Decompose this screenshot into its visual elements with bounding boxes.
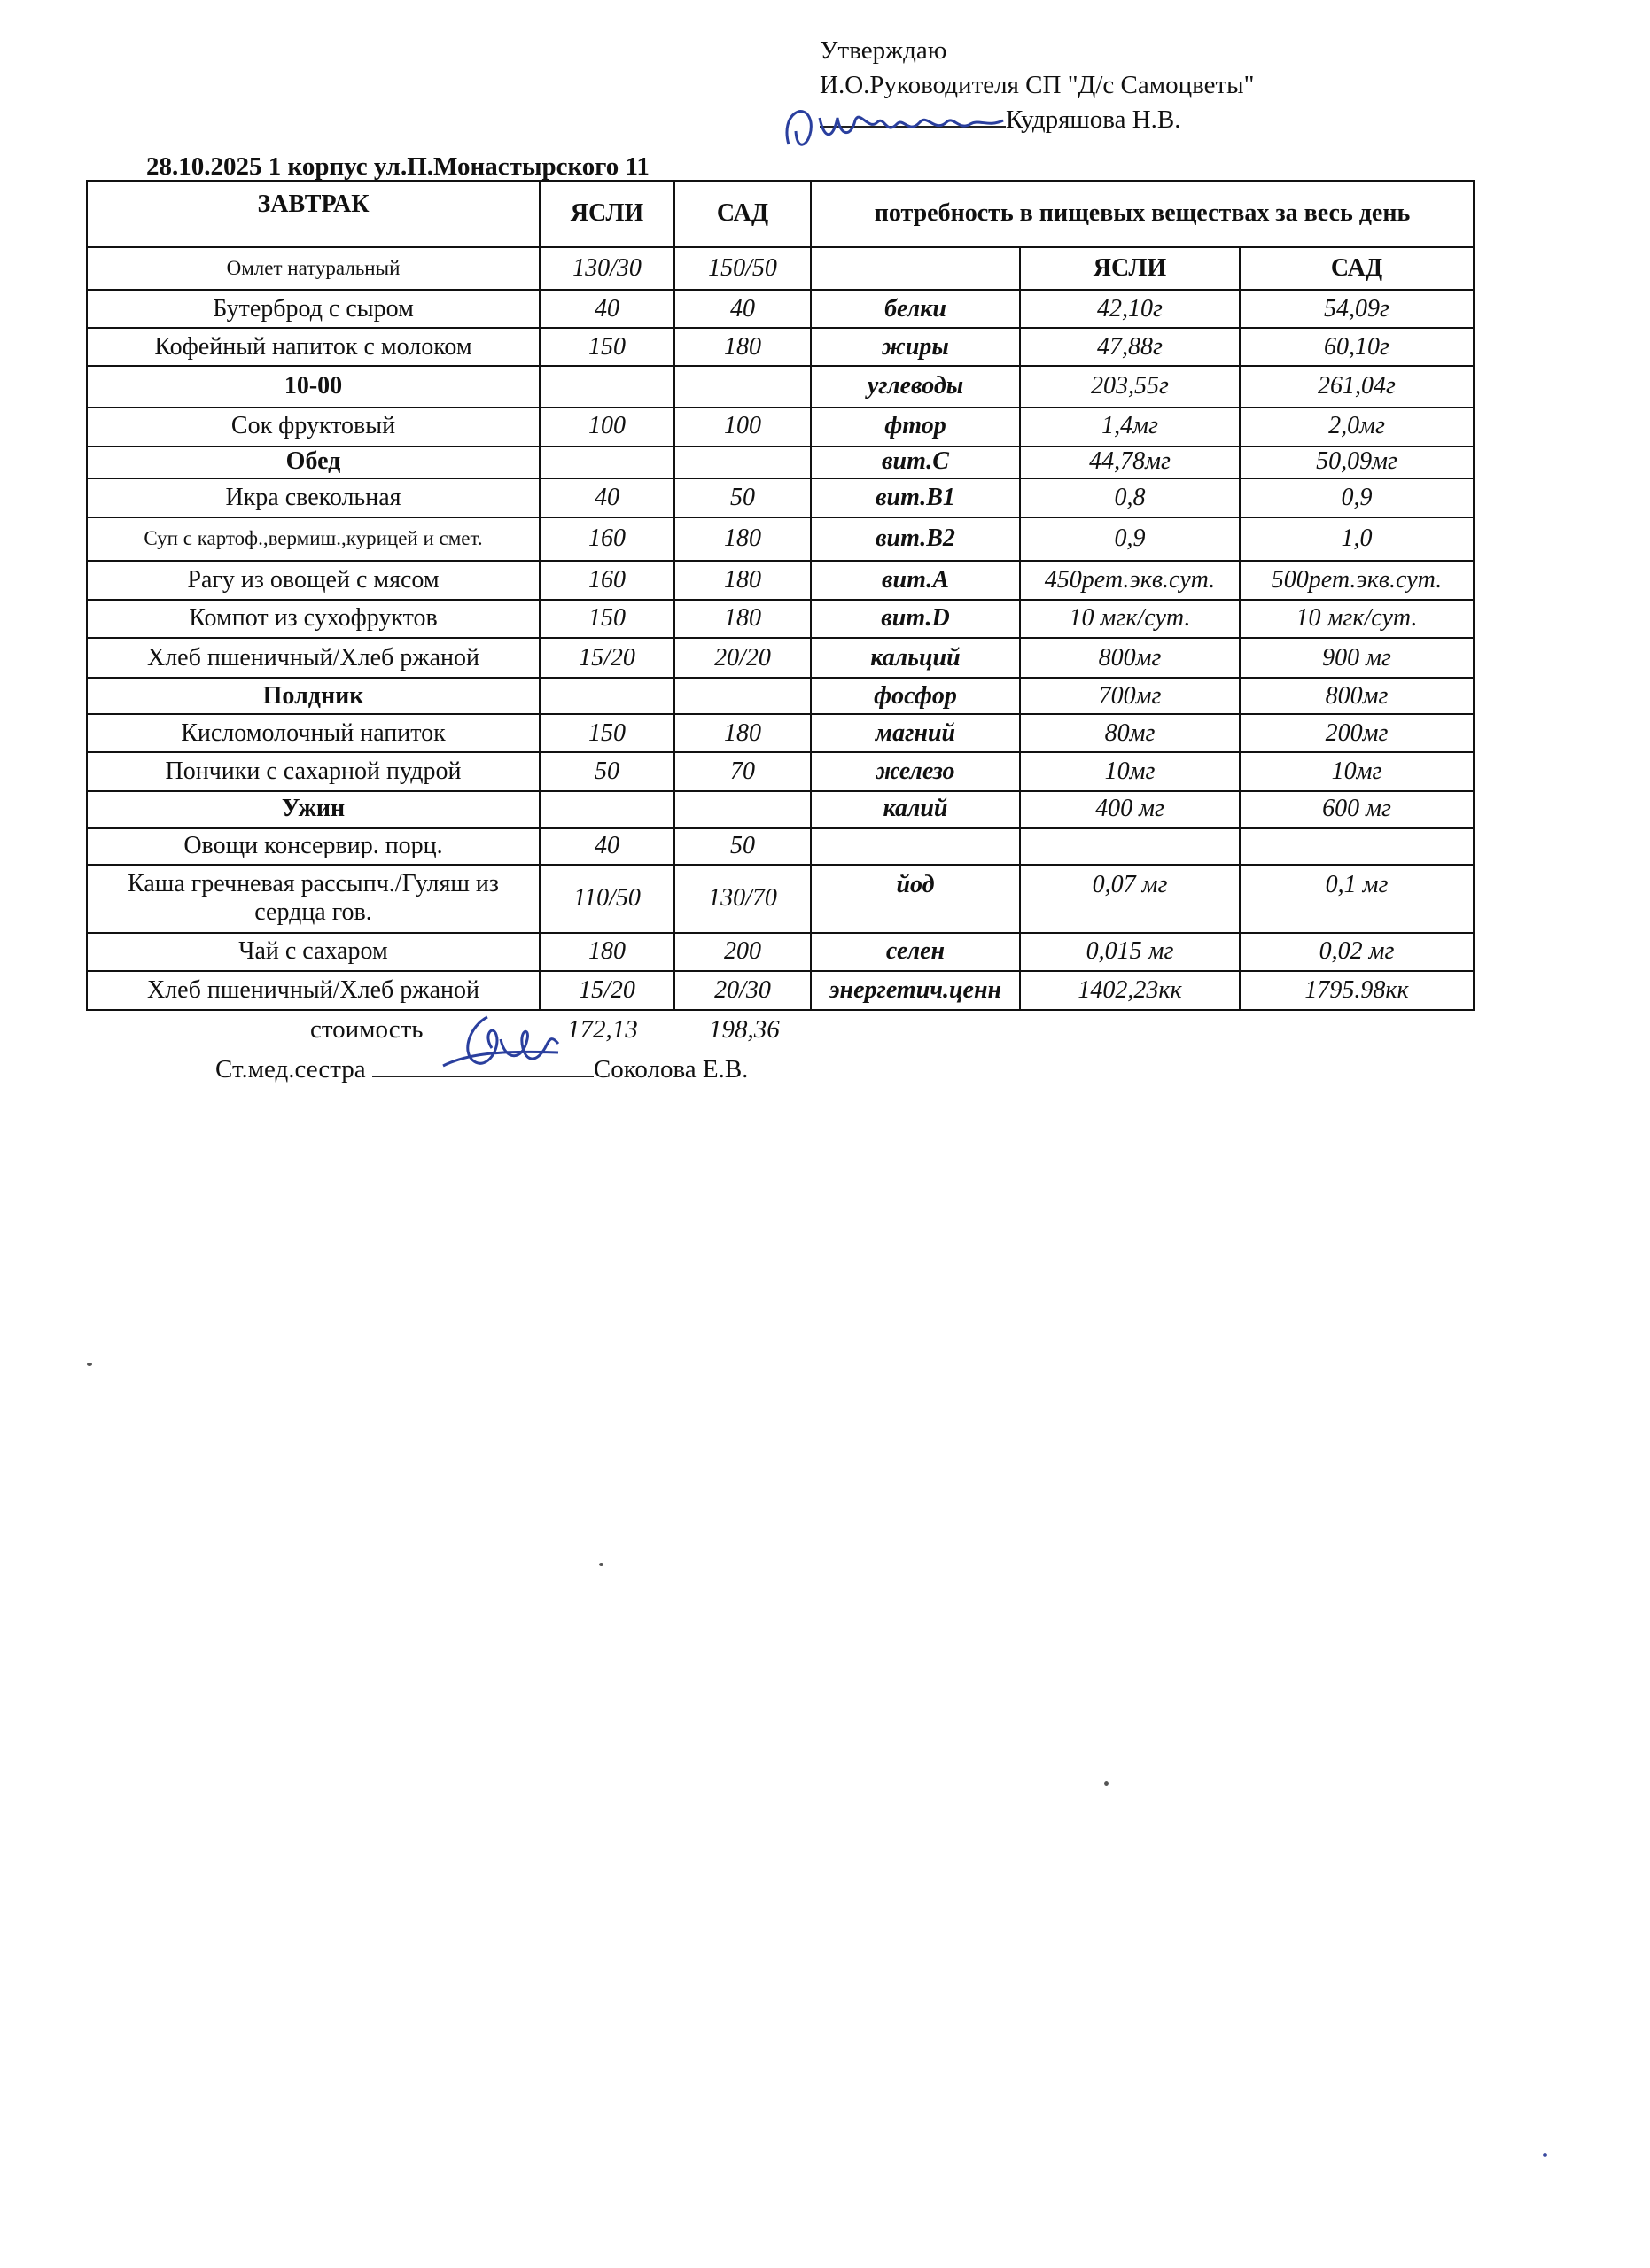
nutrient-yasli: 450рет.экв.сут. (1020, 561, 1240, 600)
nurse-label: Ст.мед.сестра (215, 1055, 366, 1084)
table-row (87, 600, 1474, 638)
portion-yasli: 150 (540, 600, 674, 638)
header-need: потребность в пищевых веществах за весь день (811, 181, 1474, 247)
cost-label: стоимость (310, 1015, 424, 1044)
table-row (87, 933, 1474, 971)
dish-name: Кофейный напиток с молоком (87, 328, 540, 366)
portion-sad: 70 (674, 752, 811, 790)
nutrient-sad: 1795.98кк (1240, 971, 1474, 1010)
nutrient-name: фосфор (811, 678, 1020, 714)
nutrient-sad: 200мг (1240, 714, 1474, 752)
table-row (87, 247, 1474, 290)
cost-sad: 198,36 (709, 1015, 780, 1044)
portion-yasli: 130/30 (540, 247, 674, 290)
dish-name: Овощи консервир. порц. (87, 828, 540, 865)
nutrient-yasli (1020, 828, 1240, 865)
dish-name: Омлет натуральный (87, 247, 540, 290)
nutrient-sad: 1,0 (1240, 517, 1474, 561)
portion-sad (674, 791, 811, 828)
nutrient-name (811, 247, 1020, 290)
header-yasli: ЯСЛИ (540, 181, 674, 247)
dish-name: Хлеб пшеничный/Хлеб ржаной (87, 638, 540, 678)
nutrient-sad: 0,9 (1240, 478, 1474, 517)
portion-sad: 150/50 (674, 247, 811, 290)
portion-sad: 50 (674, 478, 811, 517)
meal-section-label: 10-00 (87, 366, 540, 407)
nutrient-name: вит.В2 (811, 517, 1020, 561)
nutrient-sad: 500рет.экв.сут. (1240, 561, 1474, 600)
subheader-sad: САД (1240, 247, 1474, 290)
table-row (87, 561, 1474, 600)
table-row (87, 638, 1474, 678)
table-row (87, 971, 1474, 1010)
menu-table (86, 180, 1475, 1011)
portion-sad: 180 (674, 517, 811, 561)
page-title: 28.10.2025 1 корпус ул.П.Монастырского 11 (146, 152, 650, 181)
portion-yasli: 100 (540, 408, 674, 447)
portion-sad: 50 (674, 828, 811, 865)
portion-sad: 200 (674, 933, 811, 971)
nutrient-sad: 600 мг (1240, 791, 1474, 828)
dish-name: Кисломолочный напиток (87, 714, 540, 752)
nutrient-yasli: 44,78мг (1020, 447, 1240, 478)
nutrient-name: вит.В1 (811, 478, 1020, 517)
table-row (87, 517, 1474, 561)
portion-yasli: 160 (540, 561, 674, 600)
scan-speck (87, 1363, 92, 1366)
portion-sad: 130/70 (674, 865, 811, 933)
nutrient-sad: 261,04г (1240, 366, 1474, 407)
table-row (87, 290, 1474, 328)
portion-sad (674, 678, 811, 714)
scan-speck (599, 1563, 603, 1566)
nutrient-sad: 50,09мг (1240, 447, 1474, 478)
nutrient-name (811, 828, 1020, 865)
nutrient-name: углеводы (811, 366, 1020, 407)
portion-sad (674, 447, 811, 478)
dish-name: Чай с сахаром (87, 933, 540, 971)
nutrient-sad (1240, 828, 1474, 865)
nutrient-sad: 0,1 мг (1240, 865, 1474, 933)
portion-yasli: 180 (540, 933, 674, 971)
subheader-yasli: ЯСЛИ (1020, 247, 1240, 290)
portion-yasli: 150 (540, 328, 674, 366)
nutrient-name: фтор (811, 408, 1020, 447)
header-sad: САД (674, 181, 811, 247)
nutrient-sad: 60,10г (1240, 328, 1474, 366)
approval-title: Утверждаю (820, 36, 947, 65)
portion-yasli (540, 447, 674, 478)
portion-sad: 40 (674, 290, 811, 328)
portion-yasli (540, 366, 674, 407)
meal-section-label: Полдник (87, 678, 540, 714)
table-row (87, 752, 1474, 790)
meal-section-label: Обед (87, 447, 540, 478)
portion-sad: 180 (674, 328, 811, 366)
nurse-signature-underline (372, 1054, 594, 1077)
scan-speck (1104, 1781, 1109, 1786)
header-meal: ЗАВТРАК (87, 181, 540, 247)
dish-name: Каша гречневая рассыпч./Гуляш из сердца гов. (87, 865, 540, 933)
nutrient-name: белки (811, 290, 1020, 328)
dish-name: Рагу из овощей с мясом (87, 561, 540, 600)
nutrient-name: железо (811, 752, 1020, 790)
nutrient-yasli: 42,10г (1020, 290, 1240, 328)
portion-sad: 180 (674, 561, 811, 600)
nutrient-yasli: 1,4мг (1020, 408, 1240, 447)
approval-name: Кудряшова Н.В. (1006, 105, 1181, 134)
nutrient-yasli: 47,88г (1020, 328, 1240, 366)
portion-sad: 20/30 (674, 971, 811, 1010)
portion-sad (674, 366, 811, 407)
nutrient-yasli: 700мг (1020, 678, 1240, 714)
nutrient-name: жиры (811, 328, 1020, 366)
nutrient-yasli: 1402,23кк (1020, 971, 1240, 1010)
portion-sad: 180 (674, 714, 811, 752)
nutrient-sad: 900 мг (1240, 638, 1474, 678)
nutrient-sad: 10 мгк/сут. (1240, 600, 1474, 638)
table-row (87, 678, 1474, 714)
nutrient-yasli: 0,07 мг (1020, 865, 1240, 933)
portion-yasli: 15/20 (540, 638, 674, 678)
nutrient-yasli: 0,9 (1020, 517, 1240, 561)
table-row (87, 328, 1474, 366)
portion-sad: 180 (674, 600, 811, 638)
approval-position: И.О.Руководителя СП "Д/с Самоцветы" (820, 71, 1255, 99)
cost-line (310, 1015, 780, 1045)
nutrient-yasli: 203,55г (1020, 366, 1240, 407)
table-row (87, 791, 1474, 828)
dish-name: Сок фруктовый (87, 408, 540, 447)
nutrient-name: вит.С (811, 447, 1020, 478)
portion-yasli: 160 (540, 517, 674, 561)
table-row (87, 714, 1474, 752)
nutrient-yasli: 80мг (1020, 714, 1240, 752)
portion-sad: 100 (674, 408, 811, 447)
portion-yasli: 50 (540, 752, 674, 790)
cost-yasli: 172,13 (567, 1015, 638, 1044)
nutrient-name: магний (811, 714, 1020, 752)
nutrient-yasli: 0,015 мг (1020, 933, 1240, 971)
nutrient-yasli: 800мг (1020, 638, 1240, 678)
dish-name: Суп с картоф.,вермиш.,курицей и смет. (87, 517, 540, 561)
nutrient-yasli: 10 мгк/сут. (1020, 600, 1240, 638)
nutrient-sad: 10мг (1240, 752, 1474, 790)
nurse-name: Соколова Е.В. (593, 1055, 749, 1084)
portion-yasli: 150 (540, 714, 674, 752)
director-signature-icon (771, 96, 1019, 167)
dish-name: Бутерброд с сыром (87, 290, 540, 328)
scan-speck (1543, 2153, 1547, 2157)
portion-yasli: 40 (540, 290, 674, 328)
nutrient-sad: 2,0мг (1240, 408, 1474, 447)
portion-sad: 20/20 (674, 638, 811, 678)
dish-name: Компот из сухофруктов (87, 600, 540, 638)
portion-yasli: 40 (540, 828, 674, 865)
nutrient-name: кальций (811, 638, 1020, 678)
portion-yasli: 110/50 (540, 865, 674, 933)
table-row (87, 865, 1474, 933)
dish-name: Икра свекольная (87, 478, 540, 517)
table-row (87, 478, 1474, 517)
dish-name: Хлеб пшеничный/Хлеб ржаной (87, 971, 540, 1010)
nutrient-yasli: 0,8 (1020, 478, 1240, 517)
nutrient-name: вит.D (811, 600, 1020, 638)
nutrient-sad: 54,09г (1240, 290, 1474, 328)
nutrient-yasli: 400 мг (1020, 791, 1240, 828)
meal-section-label: Ужин (87, 791, 540, 828)
nutrient-name: вит.А (811, 561, 1020, 600)
nutrient-sad: 0,02 мг (1240, 933, 1474, 971)
nutrient-name: селен (811, 933, 1020, 971)
nutrient-name: йод (811, 865, 1020, 933)
table-row (87, 447, 1474, 478)
portion-yasli (540, 678, 674, 714)
dish-name: Пончики с сахарной пудрой (87, 752, 540, 790)
nurse-line (215, 1054, 748, 1084)
table-row (87, 408, 1474, 447)
table-row (87, 828, 1474, 865)
table-row (87, 366, 1474, 407)
nutrient-yasli: 10мг (1020, 752, 1240, 790)
nutrient-name: калий (811, 791, 1020, 828)
nutrient-sad: 800мг (1240, 678, 1474, 714)
portion-yasli (540, 791, 674, 828)
portion-yasli: 15/20 (540, 971, 674, 1010)
nutrient-name: энергетич.ценн (811, 971, 1020, 1010)
portion-yasli: 40 (540, 478, 674, 517)
